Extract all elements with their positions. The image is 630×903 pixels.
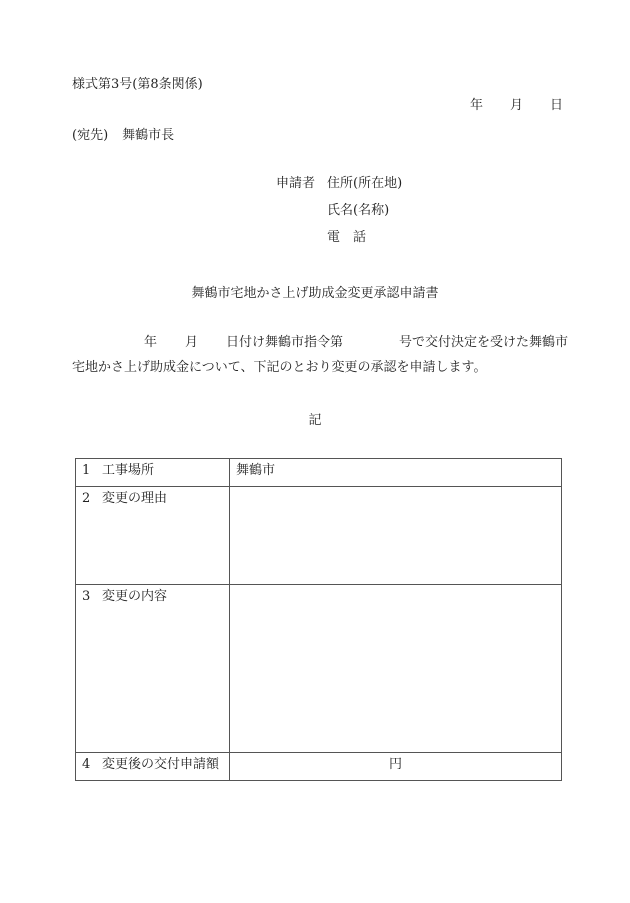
row-label-text: 変更の理由 [102, 491, 168, 506]
applicant-address-label: 住所(所在地) [327, 176, 403, 191]
table-row [76, 459, 562, 487]
row-value: 円 [230, 753, 562, 781]
addressee-label: (宛先) [72, 128, 109, 143]
row-value: 舞鶴市 [230, 459, 562, 487]
ki-heading: 記 [308, 413, 322, 428]
body-month: 月 [185, 335, 199, 350]
applicant-name-label: 氏名(名称) [327, 203, 390, 218]
date-month: 月 [510, 98, 524, 113]
row-label [76, 753, 230, 781]
row-label [76, 487, 230, 585]
row-number: 2 [82, 491, 91, 506]
date-day: 日 [550, 98, 564, 113]
form-number: 様式第3号(第8条関係) [72, 77, 203, 92]
row-value [230, 585, 562, 753]
row-label [76, 585, 230, 753]
row-value [230, 487, 562, 585]
row-label [76, 459, 230, 487]
row-number: 3 [82, 589, 91, 604]
items-table [75, 458, 562, 781]
body-text-line-1 [144, 335, 568, 351]
row-label-text: 変更の内容 [102, 589, 168, 604]
table-row [76, 753, 562, 781]
body-number-text: 号で交付決定を受けた舞鶴市 [399, 335, 569, 350]
applicant-phone-label: 電 話 [327, 230, 367, 245]
body-year: 年 [144, 335, 158, 350]
table-row [76, 487, 562, 585]
date-line [470, 98, 563, 114]
document-title: 舞鶴市宅地かさ上げ助成金変更承認申請書 [191, 286, 439, 301]
row-number: 1 [82, 463, 91, 478]
row-label-text: 工事場所 [102, 463, 155, 478]
row-label-text: 変更後の交付申請額 [102, 757, 220, 772]
body-day-text: 日付け舞鶴市指令第 [226, 335, 344, 350]
body-text-line-2: 宅地かさ上げ助成金について、下記のとおり変更の承認を申請します。 [72, 360, 487, 375]
addressee-name: 舞鶴市長 [122, 128, 175, 143]
addressee [72, 128, 174, 144]
applicant-label: 申請者 [276, 176, 316, 191]
date-year: 年 [470, 98, 484, 113]
row-number: 4 [82, 757, 91, 772]
table-row [76, 585, 562, 753]
